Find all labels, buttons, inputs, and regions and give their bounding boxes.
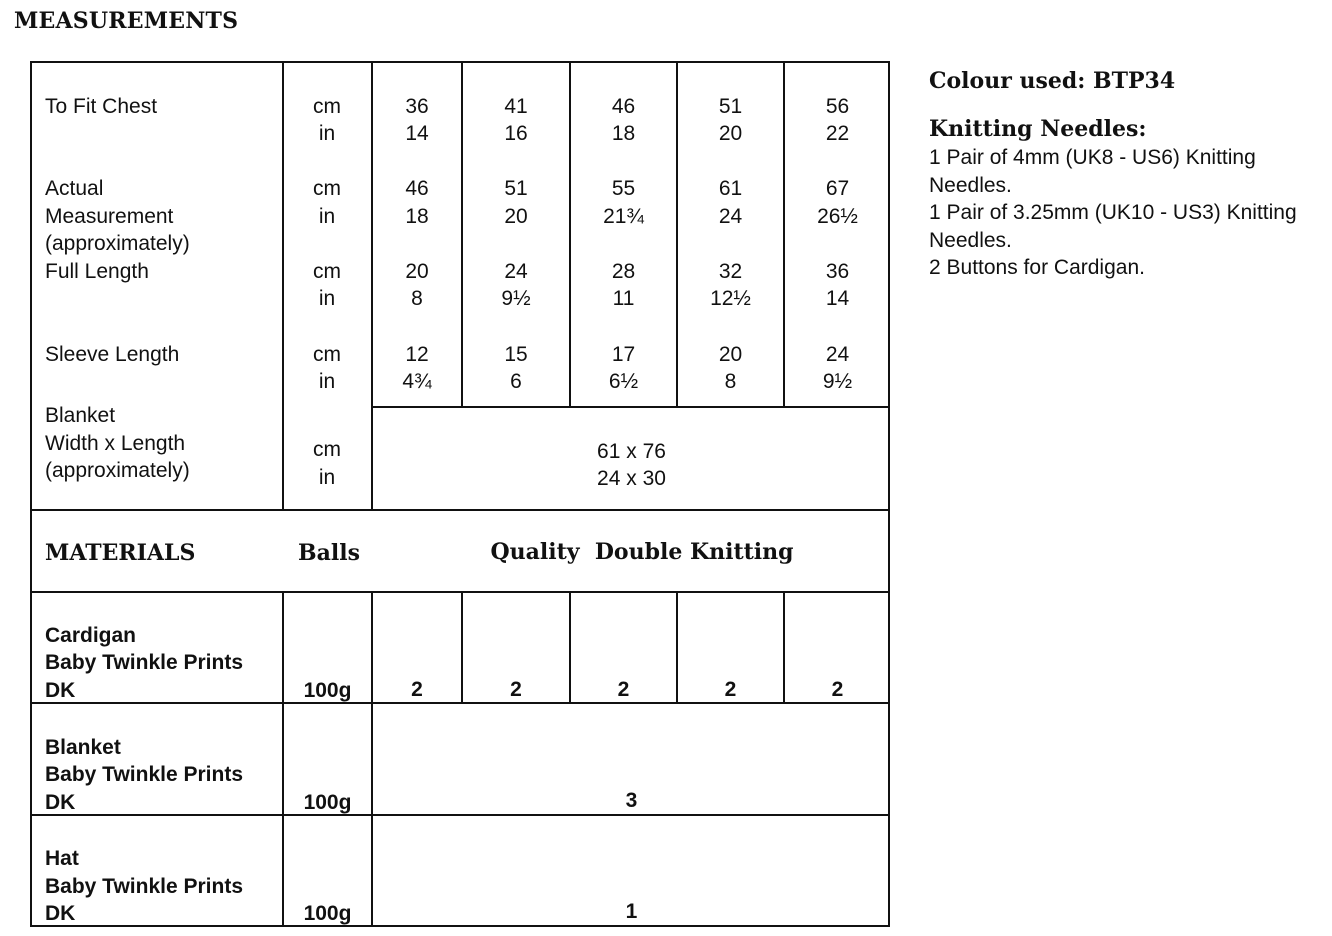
actual-cm-1: 46 bbox=[405, 177, 429, 200]
sleeve-in-3: 6½ bbox=[608, 370, 639, 393]
buttons-line: 2 Buttons for Cardigan. bbox=[929, 256, 1145, 279]
material-name: Blanket bbox=[45, 736, 121, 759]
chest-cm-3: 46 bbox=[611, 95, 636, 118]
row-label-actual: Measurement bbox=[45, 205, 174, 228]
sleeve-in-2: 6 bbox=[510, 370, 522, 393]
sleeve-in-5: 9½ bbox=[822, 370, 853, 393]
ball-weight: 100g bbox=[303, 679, 352, 702]
grid-line bbox=[32, 591, 890, 593]
material-name: Hat bbox=[45, 847, 79, 870]
unit-cm: cm bbox=[313, 177, 341, 200]
measurements-table bbox=[30, 61, 890, 927]
cardigan-balls-5: 2 bbox=[831, 678, 844, 701]
needles-line: 1 Pair of 4mm (UK8 - US6) Knitting bbox=[929, 146, 1256, 169]
material-type: DK bbox=[45, 791, 76, 814]
actual-in-1: 18 bbox=[405, 205, 429, 228]
cardigan-balls-4: 2 bbox=[724, 678, 737, 701]
sleeve-cm-3: 17 bbox=[611, 343, 636, 366]
unit-in: in bbox=[318, 287, 336, 310]
materials-heading: MATERIALS bbox=[45, 540, 196, 566]
actual-in-4: 24 bbox=[718, 205, 743, 228]
row-label-blanket: Blanket bbox=[45, 404, 116, 427]
chest-in-1: 14 bbox=[405, 122, 429, 145]
blanket-balls: 3 bbox=[625, 789, 638, 812]
blanket-size-in: 24 x 30 bbox=[597, 467, 666, 490]
grid-line bbox=[282, 593, 284, 927]
actual-in-2: 20 bbox=[504, 205, 528, 228]
actual-in-3: 21¾ bbox=[603, 205, 644, 228]
blanket-size-cm: 61 x 76 bbox=[597, 440, 666, 463]
unit-in: in bbox=[318, 466, 336, 489]
row-label-actual: Actual bbox=[45, 177, 104, 200]
length-cm-3: 28 bbox=[611, 260, 636, 283]
material-yarn: Baby Twinkle Prints bbox=[45, 875, 243, 898]
needles-line: 1 Pair of 3.25mm (UK10 - US3) Knitting bbox=[929, 201, 1297, 224]
ball-weight: 100g bbox=[303, 791, 352, 814]
sleeve-cm-4: 20 bbox=[718, 343, 743, 366]
length-in-5: 14 bbox=[825, 287, 850, 310]
balls-heading: Balls bbox=[298, 540, 360, 566]
row-label-blanket: (approximately) bbox=[45, 459, 190, 482]
material-type: DK bbox=[45, 679, 76, 702]
quality-heading: Quality Double Knitting bbox=[490, 539, 794, 565]
length-cm-1: 20 bbox=[405, 260, 429, 283]
grid-line bbox=[371, 406, 890, 408]
row-label-actual: (approximately) bbox=[45, 232, 190, 255]
unit-cm: cm bbox=[313, 95, 341, 118]
sleeve-cm-5: 24 bbox=[825, 343, 850, 366]
actual-cm-2: 51 bbox=[504, 177, 528, 200]
colour-used: Colour used: BTP34 bbox=[929, 68, 1176, 94]
sleeve-in-4: 8 bbox=[724, 370, 737, 393]
actual-cm-5: 67 bbox=[825, 177, 850, 200]
row-label-sleeve: Sleeve Length bbox=[45, 343, 180, 366]
material-yarn: Baby Twinkle Prints bbox=[45, 763, 243, 786]
length-in-3: 11 bbox=[612, 287, 635, 310]
cardigan-balls-3: 2 bbox=[617, 678, 630, 701]
needles-line: Needles. bbox=[929, 229, 1012, 252]
ball-weight: 100g bbox=[303, 902, 352, 925]
length-in-4: 12½ bbox=[710, 287, 751, 310]
grid-line bbox=[32, 509, 890, 511]
cardigan-balls-1: 2 bbox=[411, 678, 423, 701]
chest-cm-4: 51 bbox=[718, 95, 743, 118]
actual-cm-3: 55 bbox=[611, 177, 636, 200]
unit-in: in bbox=[318, 205, 336, 228]
length-cm-4: 32 bbox=[718, 260, 743, 283]
grid-line bbox=[371, 593, 373, 927]
row-label-full-length: Full Length bbox=[45, 260, 149, 283]
unit-cm: cm bbox=[313, 343, 341, 366]
length-cm-5: 36 bbox=[825, 260, 850, 283]
sleeve-in-1: 4¾ bbox=[402, 370, 432, 393]
length-in-1: 8 bbox=[411, 287, 423, 310]
row-label-chest: To Fit Chest bbox=[45, 95, 158, 118]
unit-in: in bbox=[318, 122, 336, 145]
chest-cm-2: 41 bbox=[504, 95, 528, 118]
needles-heading: Knitting Needles: bbox=[929, 116, 1147, 142]
chest-cm-1: 36 bbox=[405, 95, 429, 118]
chest-in-5: 22 bbox=[825, 122, 850, 145]
material-type: DK bbox=[45, 902, 76, 925]
unit-in: in bbox=[318, 370, 336, 393]
length-in-2: 9½ bbox=[501, 287, 531, 310]
cardigan-balls-2: 2 bbox=[510, 678, 522, 701]
chest-in-3: 18 bbox=[611, 122, 636, 145]
material-name: Cardigan bbox=[45, 624, 137, 647]
chest-in-4: 20 bbox=[718, 122, 743, 145]
unit-cm: cm bbox=[313, 438, 341, 461]
actual-cm-4: 61 bbox=[718, 177, 743, 200]
actual-in-5: 26½ bbox=[817, 205, 858, 228]
row-label-blanket: Width x Length bbox=[45, 432, 186, 455]
page-title: MEASUREMENTS bbox=[14, 8, 239, 34]
chest-cm-5: 56 bbox=[825, 95, 850, 118]
sleeve-cm-1: 12 bbox=[405, 343, 429, 366]
length-cm-2: 24 bbox=[504, 260, 528, 283]
sleeve-cm-2: 15 bbox=[504, 343, 528, 366]
chest-in-2: 16 bbox=[504, 122, 528, 145]
hat-balls: 1 bbox=[625, 900, 638, 923]
material-yarn: Baby Twinkle Prints bbox=[45, 651, 243, 674]
needles-line: Needles. bbox=[929, 174, 1012, 197]
unit-cm: cm bbox=[313, 260, 341, 283]
